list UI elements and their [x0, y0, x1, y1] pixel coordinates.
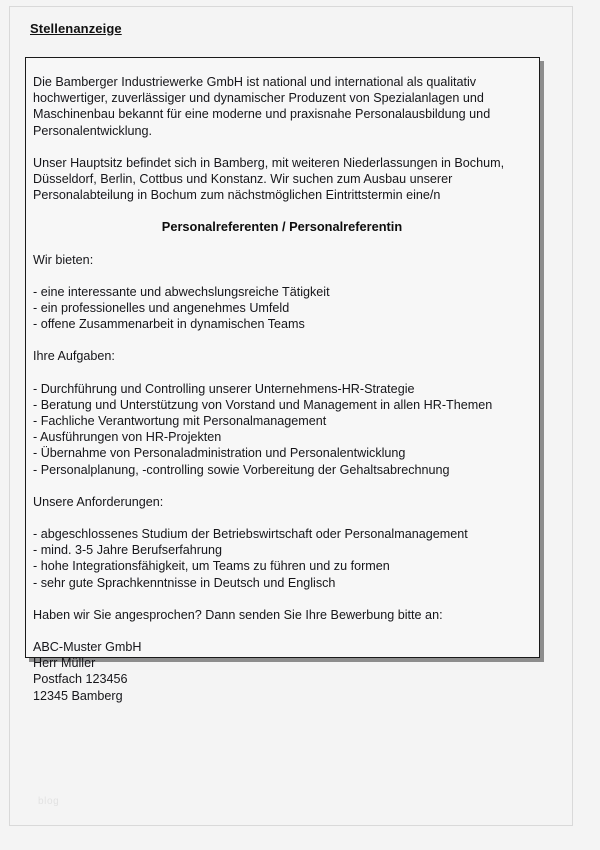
contact-line: 12345 Bamberg	[33, 688, 123, 703]
contact-line: ABC-Muster GmbH	[33, 640, 142, 655]
call-to-action: Haben wir Sie angesprochen? Dann senden Sie Ihre Bewerbung bitte an:	[33, 607, 443, 622]
watermark-label: blog	[38, 796, 60, 807]
list-item: - offene Zusammenarbeit in dynamischen Teams	[33, 317, 305, 332]
job-ad-box	[25, 57, 540, 703]
contact-line: Postfach 123456	[33, 672, 128, 687]
tasks-list	[33, 381, 531, 478]
list-item: - abgeschlossenes Studium der Betriebswirtschaft oder Personalmanagement	[33, 527, 468, 542]
list-item: - Beratung und Unterstützung von Vorstand und Management in allen HR-Themen	[33, 397, 493, 412]
intro-paragraph: Die Bamberger Industriewerke GmbH ist national und international als qualitativ hochwertiger, zuverlässiger und dynamischer Produzent von Spezialanlagen und Maschinenbau bekannt für eine moderne und praxisnahe Personalausbildung und Personalentwicklung.	[33, 75, 494, 138]
list-item: - sehr gute Sprachkenntnisse in Deutsch und Englisch	[33, 575, 336, 590]
list-item: - eine interessante und abwechslungsreiche Tätigkeit	[33, 284, 330, 299]
location-paragraph: Unser Hauptsitz befindet sich in Bamberg, mit weiteren Niederlassungen in Bochum, Düsseldorf, Berlin, Cottbus und Konstanz. Wir suchen zum Ausbau unserer Personalabteilung in Bochum zum nächstmöglichen Eintrittstermin eine/n	[33, 155, 508, 203]
contact-line: Herr Müller	[33, 656, 96, 671]
list-item: - mind. 3-5 Jahre Berufserfahrung	[33, 543, 222, 558]
page-title: Stellenanzeige	[30, 21, 122, 36]
list-item: - hohe Integrationsfähigkeit, um Teams zu führen und zu formen	[33, 559, 390, 574]
contact-address	[33, 639, 531, 704]
list-item: - Fachliche Verantwortung mit Personalmanagement	[33, 414, 327, 429]
tasks-heading: Ihre Aufgaben:	[33, 349, 115, 364]
list-item: - Personalplanung, -controlling sowie Vorbereitung der Gehaltsabrechnung	[33, 462, 450, 477]
requirements-list	[33, 526, 531, 591]
offer-heading: Wir bieten:	[33, 252, 94, 267]
list-item: - Ausführungen von HR-Projekten	[33, 430, 222, 445]
offer-list	[33, 284, 531, 333]
list-item: - Übernahme von Personaladministration und Personalentwicklung	[33, 446, 406, 461]
list-item: - ein professionelles und angenehmes Umfeld	[33, 301, 290, 316]
job-ad-content	[26, 58, 539, 714]
requirements-heading: Unsere Anforderungen:	[33, 494, 164, 509]
list-item: - Durchführung und Controlling unserer Unternehmens-HR-Strategie	[33, 381, 415, 396]
job-title-heading: Personalreferenten / Personalreferentin	[161, 219, 403, 235]
